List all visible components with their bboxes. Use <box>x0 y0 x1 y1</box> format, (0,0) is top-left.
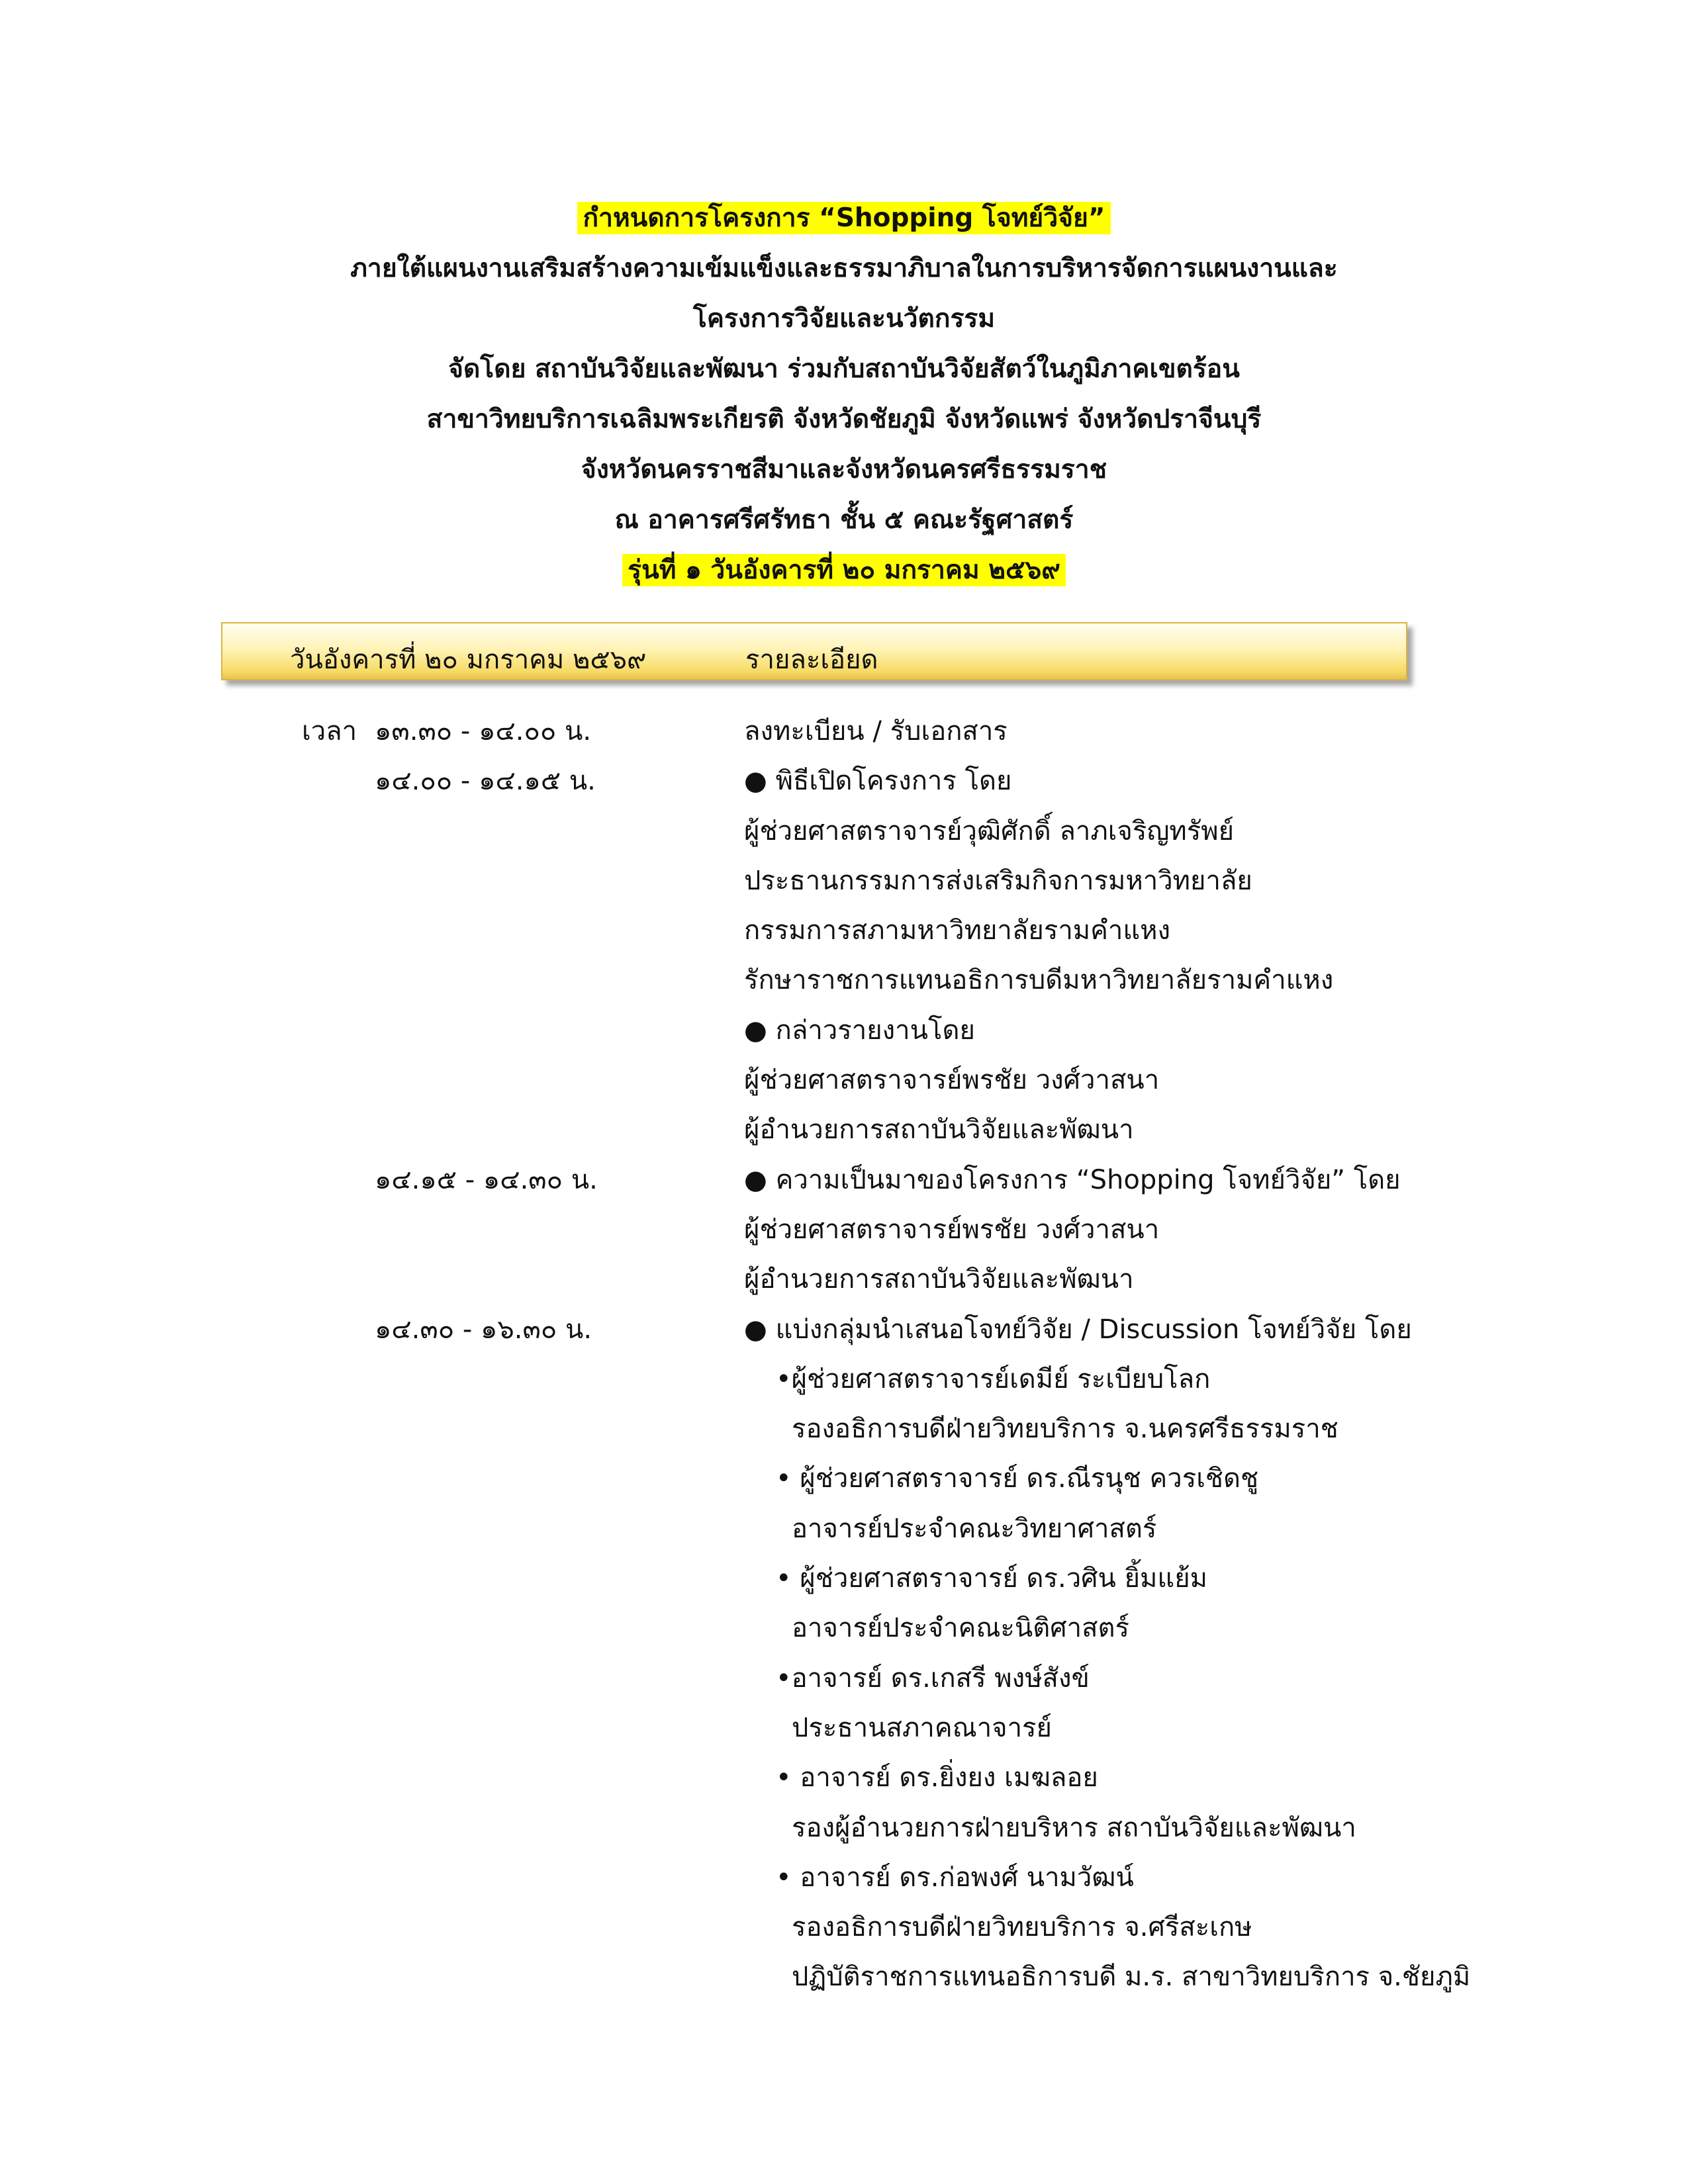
title-line-venue: ณ อาคารศรีศรัทธา ชั้น ๕ คณะรัฐศาสตร์ <box>614 505 1074 535</box>
title-line-program-cont: โครงการวิจัยและนวัตกรรม <box>692 304 996 334</box>
schedule-text: • ผู้ช่วยศาสตราจารย์ ดร.วศิน ยิ้มแย้ม <box>776 1563 1207 1594</box>
schedule-text: อาจารย์ประจำคณะวิทยาศาสตร์ <box>792 1513 1157 1544</box>
schedule-text: ผู้ช่วยศาสตราจารย์วุฒิศักดิ์ ลาภเจริญทรัพย์ <box>744 815 1235 846</box>
session-highlight: รุ่นที่ ๑ วันอังคารที่ ๒๐ มกราคม ๒๕๖๙ <box>622 554 1066 586</box>
schedule-time: ๑๔.๑๕ - ๑๔.๓๐ น. <box>375 1164 598 1195</box>
schedule-row <box>0 1101 1688 1151</box>
schedule-text: • อาจารย์ ดร.ยิ่งยง เมฆลอย <box>776 1762 1098 1794</box>
schedule-text: ผู้ช่วยศาสตราจารย์พรชัย วงศ์วาสนา <box>744 1065 1160 1096</box>
schedule-text: •อาจารย์ ดร.เกสรี พงษ์สังข์ <box>776 1662 1090 1694</box>
schedule-row <box>0 1899 1688 1948</box>
schedule-text: ปฏิบัติราชการแทนอธิการบดี ม.ร. สาขาวิทยบริการ จ.ชัยภูมิ <box>792 1962 1471 1993</box>
schedule-time: ๑๓.๓๐ - ๑๔.๐๐ น. <box>375 716 592 747</box>
schedule-text: • อาจารย์ ดร.ก่อพงศ์ นามวัฒน์ <box>776 1862 1134 1893</box>
schedule-text: กรรมการสภามหาวิทยาลัยรามคำแหง <box>744 915 1171 946</box>
schedule-row <box>0 1600 1688 1649</box>
schedule-row <box>0 1500 1688 1550</box>
schedule-text: รองผู้อำนวยการฝ่ายบริหาร สถาบันวิจัยและพัฒนา <box>792 1812 1356 1843</box>
title-line-organizer: จัดโดย สถาบันวิจัยและพัฒนา ร่วมกับสถาบันวิจัยสัตว์ในภูมิภาคเขตร้อน <box>448 354 1240 384</box>
schedule-time: ๑๔.๐๐ - ๑๔.๑๕ น. <box>375 766 596 797</box>
schedule-row <box>0 1301 1688 1351</box>
title-highlight: กำหนดการโครงการ “Shopping โจทย์วิจัย” <box>577 202 1110 234</box>
time-label: เวลา <box>302 716 357 747</box>
document-title-block <box>0 193 1688 596</box>
schedule-text: ประธานกรรมการส่งเสริมกิจการมหาวิทยาลัย <box>744 865 1252 896</box>
schedule-text: ผู้อำนวยการสถาบันวิจัยและพัฒนา <box>744 1115 1134 1146</box>
schedule-text: ผู้ช่วยศาสตราจารย์พรชัย วงศ์วาสนา <box>744 1214 1160 1245</box>
schedule-time: ๑๔.๓๐ - ๑๖.๓๐ น. <box>375 1314 592 1345</box>
schedule-row <box>0 1650 1688 1700</box>
schedule-row <box>0 703 1688 752</box>
schedule-row <box>0 1251 1688 1300</box>
schedule-row <box>0 1351 1688 1400</box>
schedule-row <box>0 1749 1688 1799</box>
schedule-row <box>0 1550 1688 1600</box>
title-line-session <box>0 545 1688 596</box>
schedule-row <box>0 902 1688 952</box>
schedule-list <box>0 703 1688 1999</box>
schedule-row <box>0 952 1688 1001</box>
schedule-row <box>0 852 1688 902</box>
schedule-row <box>0 1700 1688 1749</box>
schedule-text: ● พิธีเปิดโครงการ โดย <box>744 766 1012 797</box>
schedule-text: ประธานสภาคณาจารย์ <box>792 1712 1052 1743</box>
schedule-row <box>0 803 1688 852</box>
schedule-row <box>0 1948 1688 1998</box>
schedule-text: • ผู้ช่วยศาสตราจารย์ ดร.ณีรนุช ควรเชิดชู <box>776 1463 1259 1494</box>
schedule-text: อาจารย์ประจำคณะนิติศาสตร์ <box>792 1613 1129 1644</box>
title-line-branches-cont: จังหวัดนครราชสีมาและจังหวัดนครศรีธรรมราช <box>581 455 1107 484</box>
schedule-header-bar <box>221 622 1407 680</box>
schedule-text: รองอธิการบดีฝ่ายวิทยบริการ จ.ศรีสะเกษ <box>792 1912 1252 1943</box>
schedule-text: ลงทะเบียน / รับเอกสาร <box>744 716 1008 747</box>
schedule-text: ● ความเป็นมาของโครงการ “Shopping โจทย์วิจัย” โดย <box>744 1164 1401 1195</box>
title-line-project-name <box>0 193 1688 244</box>
schedule-text: รักษาราชการแทนอธิการบดีมหาวิทยาลัยรามคำแหง <box>744 965 1334 996</box>
header-details: รายละเอียด <box>745 645 878 675</box>
schedule-row <box>0 1799 1688 1849</box>
schedule-text: ● กล่าวรายงานโดย <box>744 1015 975 1046</box>
schedule-row <box>0 1849 1688 1899</box>
schedule-row <box>0 1201 1688 1251</box>
header-date: วันอังคารที่ ๒๐ มกราคม ๒๕๖๙ <box>290 645 647 675</box>
schedule-text: ● แบ่งกลุ่มนำเสนอโจทย์วิจัย / Discussion โจทย์วิจัย โดย <box>744 1314 1412 1345</box>
schedule-row <box>0 1002 1688 1052</box>
schedule-row <box>0 1152 1688 1201</box>
schedule-row <box>0 752 1688 802</box>
schedule-text: •ผู้ช่วยศาสตราจารย์เดมีย์ ระเบียบโลก <box>776 1363 1211 1394</box>
title-line-branches: สาขาวิทยบริการเฉลิมพระเกียรติ จังหวัดชัยภูมิ จังหวัดแพร่ จังหวัดปราจีนบุรี <box>426 404 1262 434</box>
schedule-text: รองอธิการบดีฝ่ายวิทยบริการ จ.นครศรีธรรมราช <box>792 1414 1338 1445</box>
schedule-row <box>0 1450 1688 1500</box>
schedule-row <box>0 1052 1688 1101</box>
schedule-row <box>0 1400 1688 1450</box>
title-line-program: ภายใต้แผนงานเสริมสร้างความเข้มแข็งและธรรมาภิบาลในการบริหารจัดการแผนงานและ <box>350 253 1338 283</box>
schedule-text: ผู้อำนวยการสถาบันวิจัยและพัฒนา <box>744 1264 1134 1295</box>
